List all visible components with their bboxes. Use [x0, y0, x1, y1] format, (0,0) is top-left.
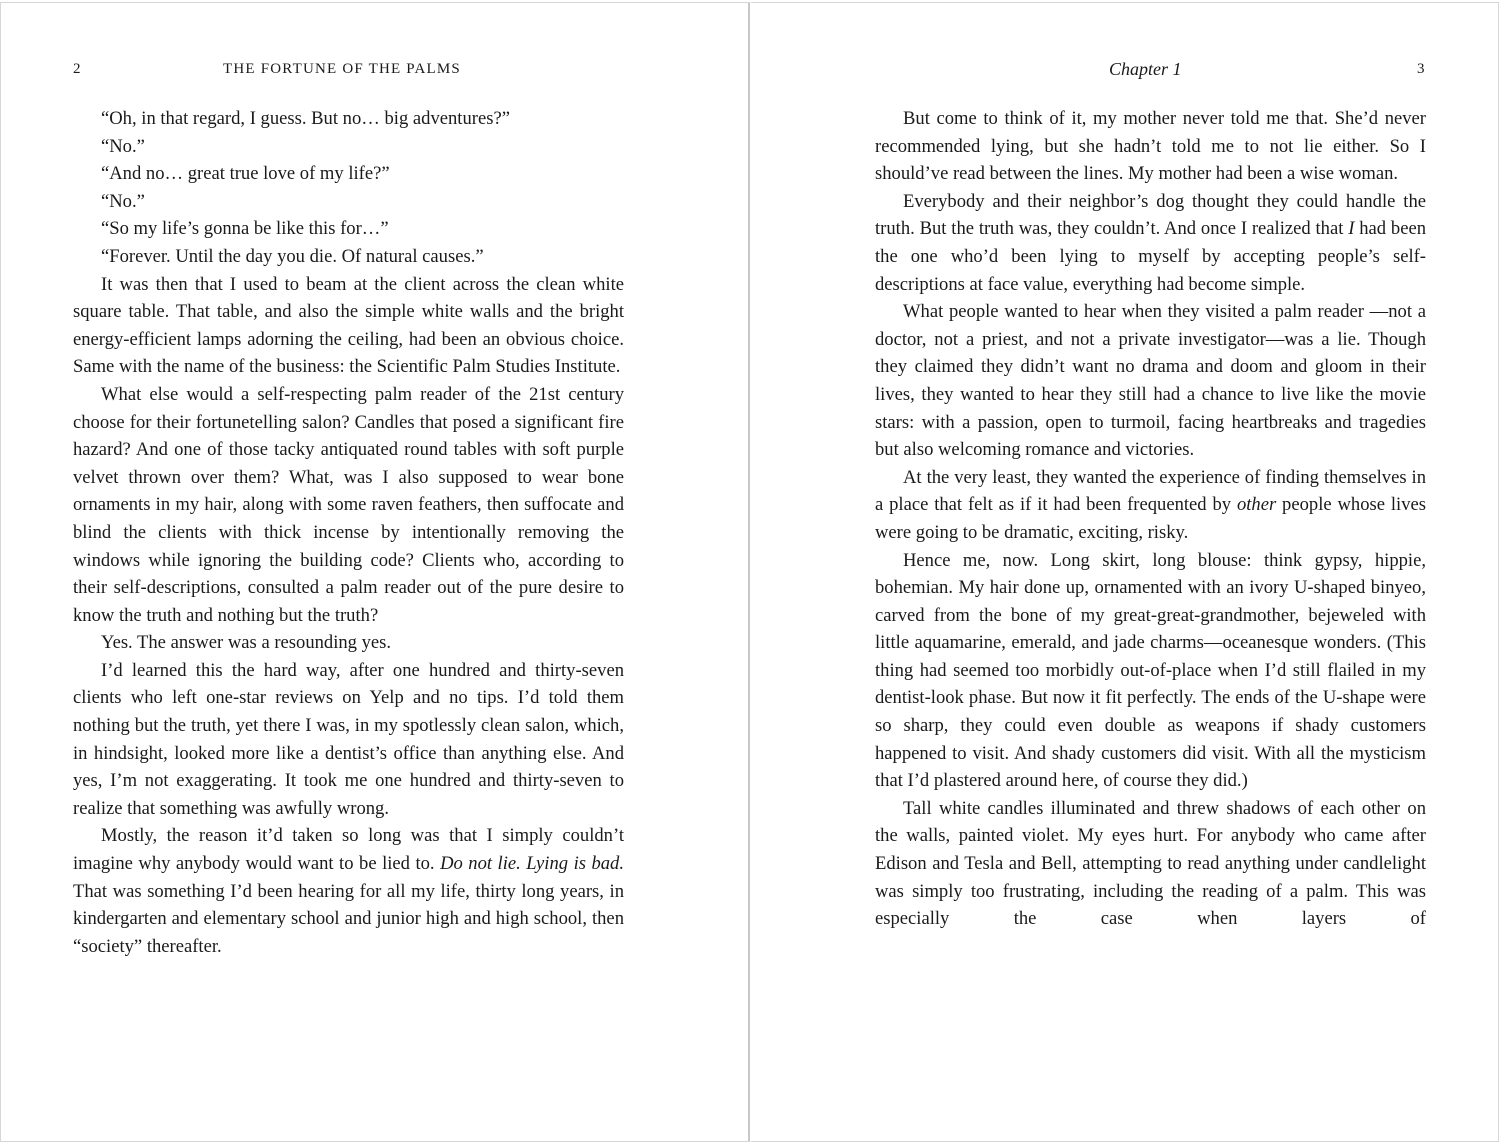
paragraph: Yes. The answer was a resounding yes. — [101, 632, 392, 654]
running-head-book-title: THE FORTUNE OF THE PALMS — [223, 61, 461, 77]
right-page — [751, 2, 1499, 1142]
paragraph: “So my life’s gonna be like this for…” — [101, 218, 389, 240]
paragraph: “Forever. Until the day you die. Of natural causes.” — [101, 245, 484, 267]
paragraph: What people wanted to hear when they visited a palm reader —not a doctor, not a priest, and not a private investigator—was a lie. Though they claimed they didn’t want no drama and doom and gloom in their lives, they wanted to hear they still had a chance to live like the movie stars: with a passion, open to turmoil, facing heartbreaks and tragedies but also welcoming romance and victories. — [875, 301, 1426, 461]
page-number: 3 — [1417, 61, 1425, 77]
paragraph: But come to think of it, my mother never told me that. She’d never recommended lying, but she hadn’t told me to not lie either. So I should’ve read between the lines. My mother had been a wise woman. — [875, 108, 1426, 185]
paragraph: It was then that I used to beam at the client across the clean white square table. That table, and also the simple white walls and the bright energy-efficient lamps adorning the ceiling, had been an obvious choice. Same with the name of the business: the Scientific Palm Studies Institute. — [73, 273, 624, 378]
paragraph: “Oh, in that regard, I guess. But no… big adventures?” — [101, 108, 510, 129]
paragraph: At the very least, they wanted the experience of finding themselves in a place that felt as if it had been frequented by other people whose lives were going to be dramatic, exciting, risky. — [875, 466, 1426, 543]
paragraph: I’d learned this the hard way, after one hundred and thirty-seven clients who left one-star reviews on Yelp and no tips. I’d told them nothing but the truth, yet there I was, in my spotlessly clean salon, which, in hindsight, looked more like a dentist’s office than anything else. And yes, I’m not exaggerating. It took me one hundred and thirty-seven to realize that something was awfully wrong. — [73, 659, 624, 819]
paragraph: “And no… great true love of my life?” — [101, 163, 390, 185]
left-page — [0, 2, 750, 1142]
paragraph: “No.” — [101, 135, 145, 157]
paragraph: Hence me, now. Long skirt, long blouse: think gypsy, hippie, bohemian. My hair done up, ornamented with an ivory U-shaped binyeo, carved from the bone of my great-great-grandmother, bejeweled with little aquamarine, emerald, and jade charms—oceanesque wonders. (This thing had seemed too morbidly out-of-place when I’d still flailed in my dentist-look phase. But now it fit perfectly. The ends of the U-shape were so sharp, they could even double as weapons if shady customers happened to visit. And shady customers did visit. With all the mysticism that I’d plastered around here, of course they did.) — [875, 549, 1426, 792]
paragraph: Tall white candles illuminated and threw shadows of each other on the walls, painted violet. My eyes hurt. For anybody who came after Edison and Tesla and Bell, attempting to read anything under candlelight was simply too frustrating, including the reading of a palm. This was especially the case when layers of — [875, 797, 1426, 930]
paragraph: Mostly, the reason it’d taken so long was that I simply couldn’t imagine why anybody would want to be lied to. Do not lie. Lying is bad. That was something I’d been hearing for all my life, thirty long years, in kindergarten and elementary school and junior high and high school, then “society” thereafter. — [73, 825, 625, 957]
paragraph: “No.” — [101, 190, 145, 212]
body-text — [73, 105, 624, 960]
paragraph: What else would a self-respecting palm reader of the 21st century choose for their fortunetelling salon? Candles that posed a significant fire hazard? And one of those tacky antiquated round tables with soft purple velvet thrown over them? What, was I also supposed to wear bone ornaments in my hair, along with some raven feathers, then suffocate and blind the clients with thick incense by intentionally removing the windows while ignoring the building code? Clients who, according to their self-descriptions, consulted a palm reader out of the pure desire to know the truth and nothing but the truth? — [73, 383, 624, 626]
running-head-chapter-title: Chapter 1 — [1109, 59, 1182, 79]
body-text — [875, 105, 1426, 933]
page-number: 2 — [73, 61, 81, 77]
paragraph: Everybody and their neighbor’s dog thought they could handle the truth. But the truth was, they couldn’t. And once I realized that I had been the one who’d been lying to myself by accepting people’s self-descriptions at face value, everything had become simple. — [875, 190, 1426, 295]
